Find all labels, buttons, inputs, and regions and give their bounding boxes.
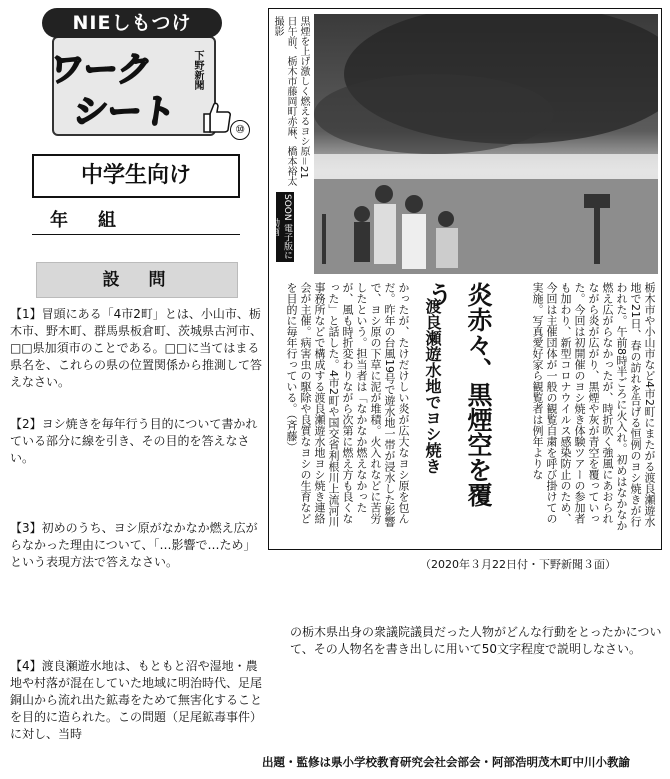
footer-credit: 出題・監修は県小学校教育研究会社会部会・阿部浩明茂木町中川小教諭: [262, 755, 630, 769]
worksheet-logo: [42, 8, 248, 138]
article-body-left: かったが、たけだけしい炎が広大なヨシ原を包んだ。昨年の台風19号で遊水地一帯が浸水した影響で、ヨシ原の下草に泥が堆積。火入れなどに苦労したという。担当者は「なかなか燃えなかったが、風も時折変わりながら次第に燃え方も良くなった」と話した。4市2町や国交省利根川上流河川事務所などで構成する渡良瀬遊水地ヨシ焼き連絡会が主催。病害虫の駆除や良質なヨシの生育などを目的に毎年行っている。（斉藤）: [285, 282, 410, 527]
question-4: 【4】渡良瀬遊水地は、もともと沼や湿地・農地や村落が混在していた地域に明治時代、足尾銅山から流れ出た鉱毒をためて無害化することを目的に造られた。この問題（足尾鉱毒事件）に対し、当時: [10, 659, 263, 741]
logo-publisher: 下野新聞: [192, 50, 203, 90]
class-label: 組: [98, 210, 116, 231]
question-2: 【2】ヨシ焼きを毎年行う目的について書かれている部分に線を引き、その目的を答えなさい。: [10, 417, 258, 465]
worksheet-number: ⑩: [230, 120, 250, 140]
logo-top-text: NIEしもつけ: [42, 8, 222, 38]
target-audience: 中学生向け: [32, 154, 240, 198]
question-3: 【3】初めのうち、ヨシ原がなかなか燃え広がらなかった理由について、「…影響で…ため」という表現方法で答えなさい。: [10, 521, 258, 569]
video-tag: SOON 電子版に動画: [276, 192, 294, 262]
article-headline: 炎赤々、黒煙空を覆う: [424, 282, 493, 507]
article-subheadline: 渡良瀬遊水地でヨシ焼き: [423, 298, 442, 474]
question-4-continued: の栃木県出身の衆議院議員だった人物がどんな行動をとったかについて、その人物名を書き出しに用いて50文字程度で説明しなさい。: [290, 625, 662, 656]
question-1: 【1】冒頭にある「4市2町」とは、小山市、栃木市、野木町、群馬県板倉町、茨城県古河市、□□県加須市のことである。□□に当てはまる県名を、これらの県の位置関係から推測して答えなさい。: [10, 307, 263, 389]
article-body-right: 栃木市や小山市など4市2町にまたがる渡良瀬遊水地で21日、春の訪れを告げる恒例のヨシ焼きが行われた。午前8時半ごろに火入れ。初めはなかなか燃え広がらなかったが、時折吹く強風にあおられながら炎が広がり、黒煙や灰が青空を覆っていった。今回は初開催のヨシ焼き体験ツアーの参加者も加わり、新型コロナウイルス感染防止のため、今回は主催団体が一般の観覧自粛を呼び掛けての実施。写真愛好家ら観覧者は例年よりな: [531, 282, 656, 531]
reed-burning-photo: [314, 14, 658, 274]
logo-title-line1: ワーク: [46, 50, 155, 90]
grade-label: 年: [50, 210, 68, 231]
thumbs-up-icon: [202, 100, 232, 134]
logo-title-line2: シート: [70, 92, 179, 132]
article-source: （2020年３月22日付・下野新聞３面）: [420, 558, 616, 571]
questions-header: 設 問: [36, 262, 238, 298]
photo-caption: 黒煙を上げ激しく燃えるヨシ原＝21日午前、栃木市藤岡町赤麻、橋本裕太撮影: [272, 16, 309, 186]
